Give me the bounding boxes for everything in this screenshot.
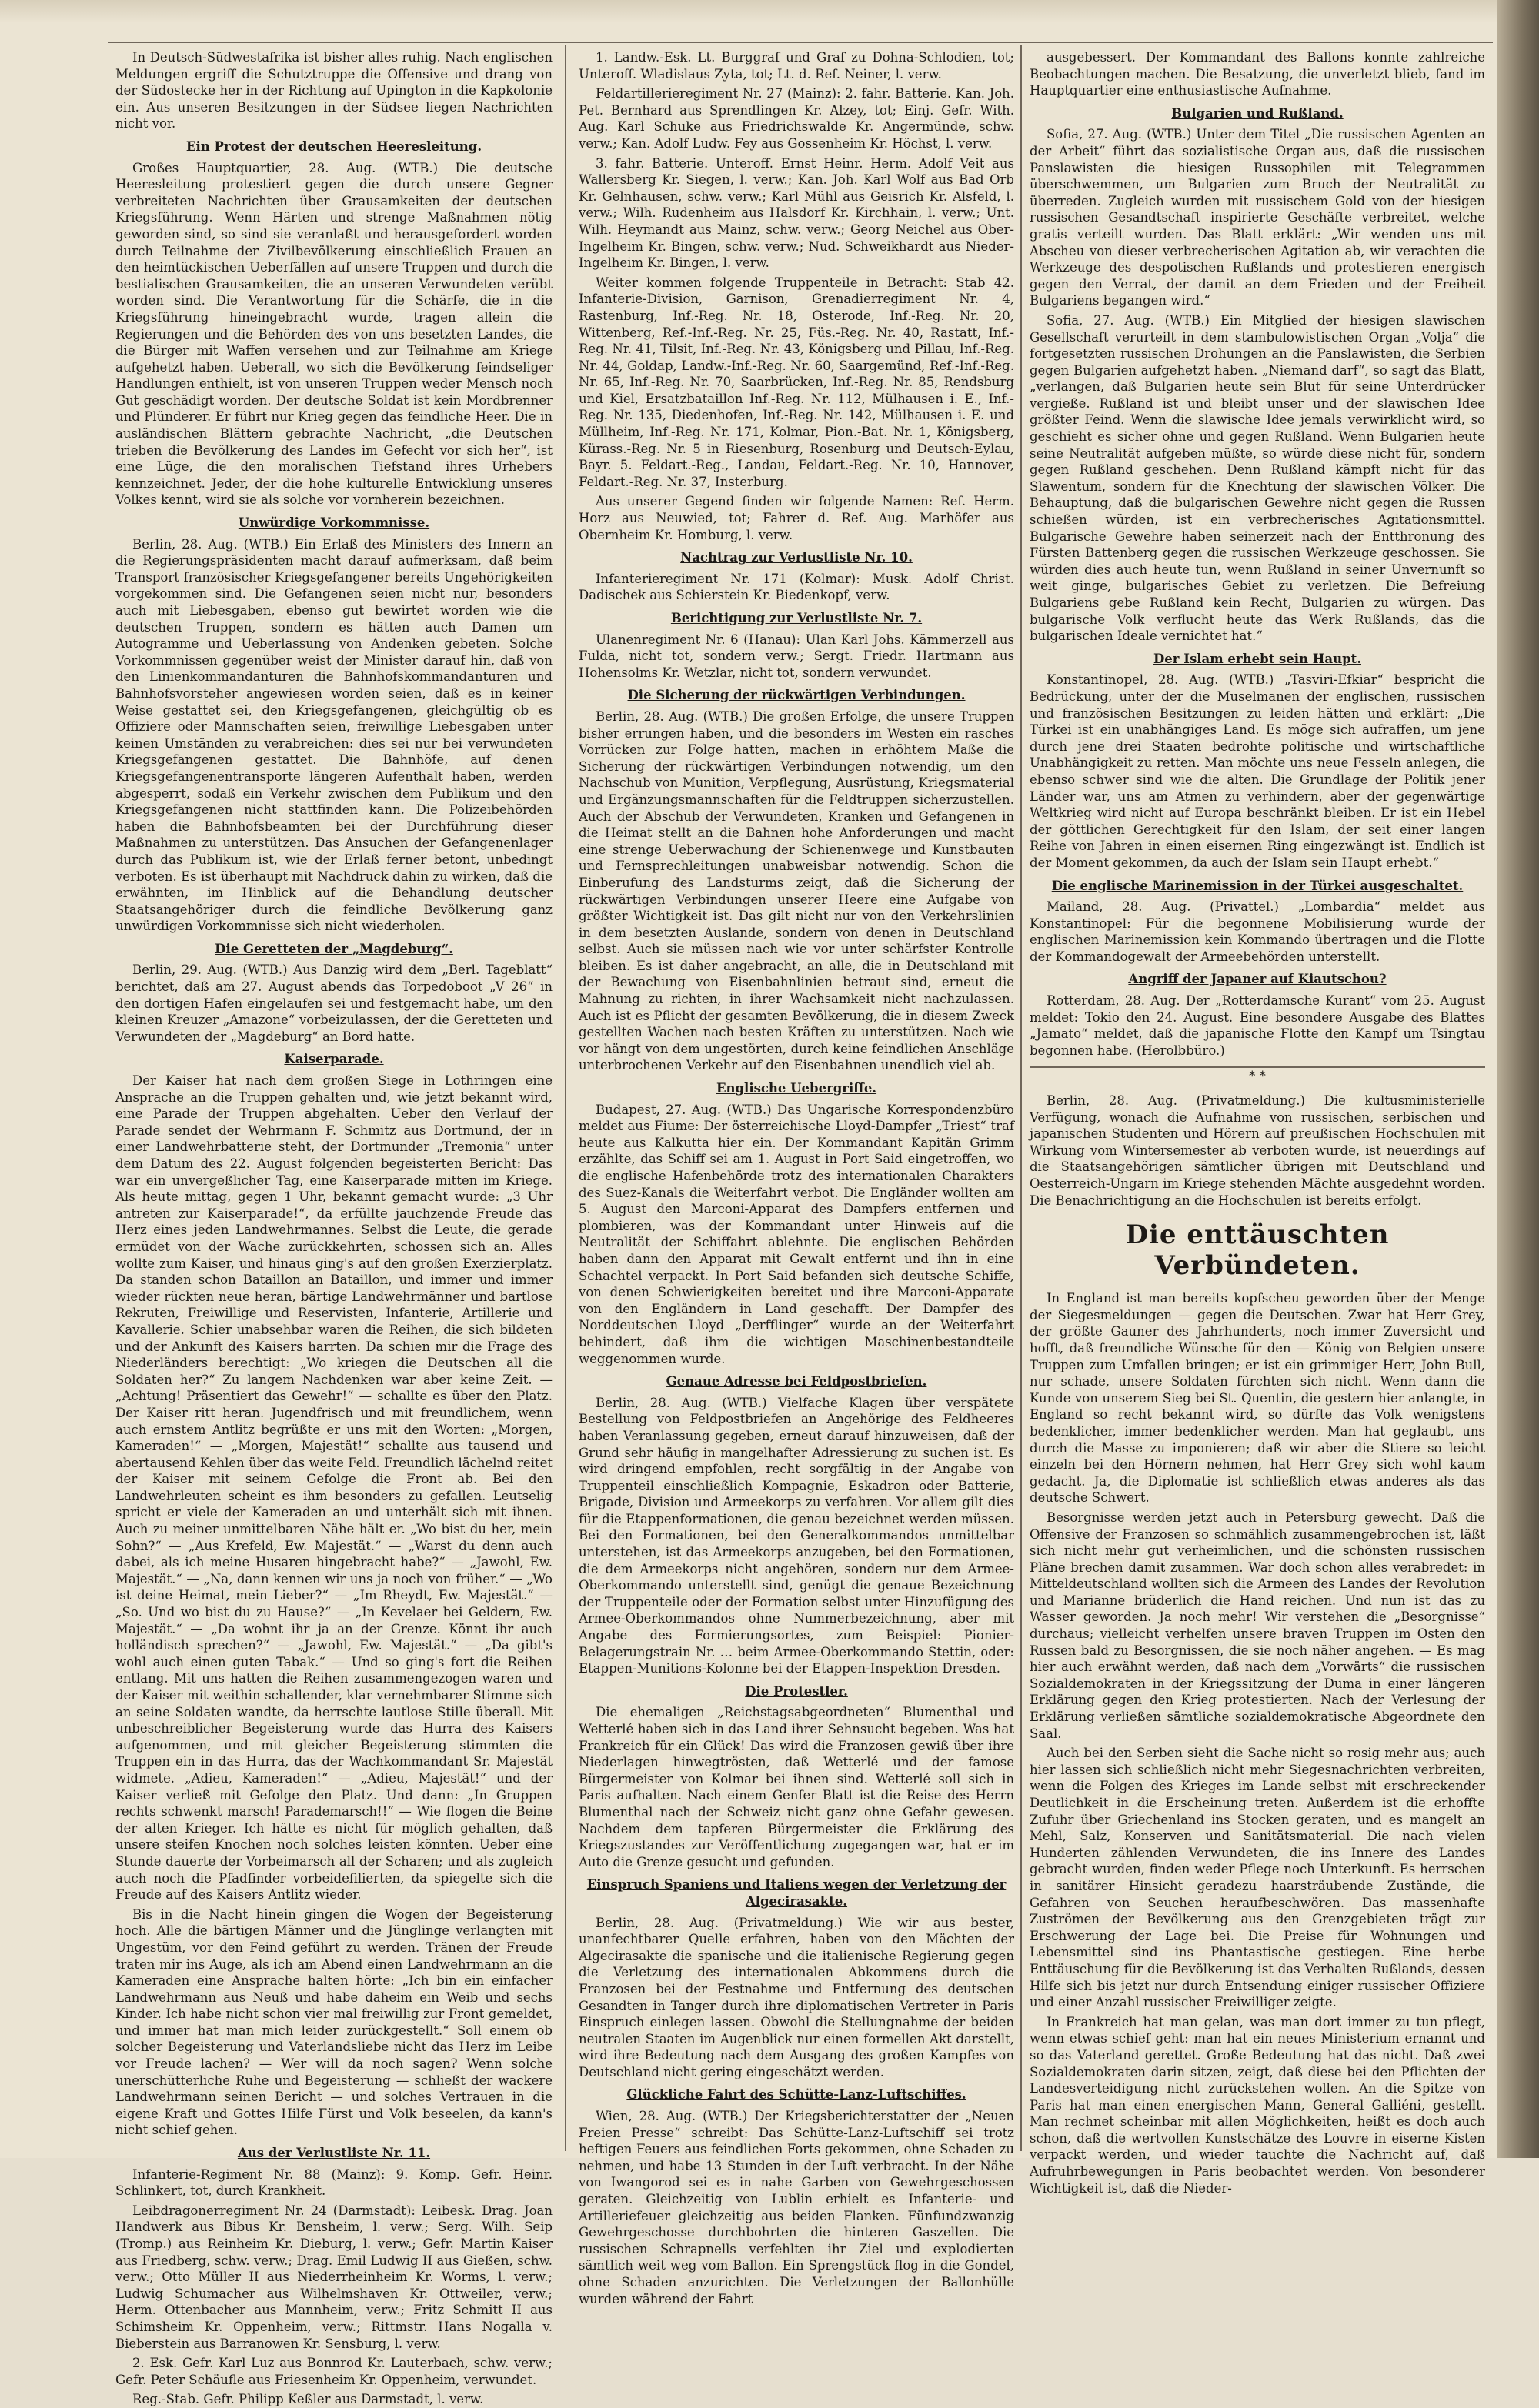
article-paragraph: In Deutsch-Südwestafrika ist bisher alles ruhig. Nach englischen Meldungen ergriff die Schutztruppe die Offensive und drang von der Südostecke her in der Richtung auf Upington in die Kapkolonie ein. Aus unseren Besitzungen in der Südsee liegen Nachrichten nicht vor.	[115, 50, 553, 132]
article-heading: Aus der Verlustliste Nr. 11.	[237, 2146, 431, 2161]
article-heading: Ein Protest der deutschen Heeresleitung.	[185, 138, 482, 154]
article-heading: Einspruch Spaniens und Italiens wegen der Verletzung der Algecirasakte.	[586, 1877, 1007, 1909]
article-paragraph: Berlin, 28. Aug. (Privatmeldung.) Die kultusministerielle Verfügung, wonach die Aufnahme von russischen, serbischen und japanischen Studenten und Hörern auf preußischen Hochschulen mit Wirkung vom Wintersemester ab verboten wurde, ist neuerdings auf die Staatsangehörigen sämtlicher übrigen mit Deutschland und Oesterreich-Ungarn im Kriege stehenden Mächte ausgedehnt worden. Die Benachrichtigung an die Hochschulen ist bereits erfolgt.	[1030, 1093, 1485, 1208]
article-paragraph: Infanterieregiment Nr. 171 (Kolmar): Musk. Adolf Christ. Dadischek aus Schierstein Kr. Biedenkopf, verw.	[579, 571, 1014, 603]
article-heading: Die Protestler.	[745, 1683, 848, 1699]
header-rule	[108, 42, 1493, 43]
article-heading: Glückliche Fahrt des Schütte-Lanz-Luftschiffes.	[626, 2087, 966, 2103]
page-top-shadow	[0, 0, 1539, 23]
article-paragraph: Berlin, 29. Aug. (WTB.) Aus Danzig wird dem „Berl. Tageblatt“ berichtet, daß am 27. August abends das Torpedoboot „V 26“ in den dortigen Hafen eingelaufen sei und festgemacht habe, um den kleinen Kreuzer „Amazone“ vorbeizulassen, der die Geretteten und Verwundeten der „Magdeburg“ an Bord hatte.	[115, 962, 553, 1044]
article-paragraph: Mailand, 28. Aug. (Privattel.) „Lombardia“ meldet aus Konstantinopel: Für die begonnene Mobilisierung wurde der englischen Marinemission kein Kommando übertragen und die Flotte der Kommandogewalt der Armeebehörden unterstellt.	[1030, 899, 1485, 964]
article-paragraph: Sofia, 27. Aug. (WTB.) Unter dem Titel „Die russischen Agenten an der Arbeit“ führt das sozialistische Organ aus, daß die russischen Panslawisten die hiesigen Russophilen mit Telegrammen überschwemmen, um Bulgarien zum Bruch der Neutralität zu überreden. Zugleich wurden mit russischem Gold von der hiesigen russischen Gesandtschaft inspirierte Geschäfte verbreitet, welche gratis verteilt wurden. Das Blatt erklärt: „Wir wenden uns mit Abscheu von dieser verbrecherischen Agitation ab, wir verachten die Werkzeuge des despotischen Rußlands und protestieren energisch gegen den Verrat, der damit an dem Frieden und der Freiheit Bulgariens begangen wird.“	[1030, 127, 1485, 309]
article-paragraph: Berlin, 28. Aug. (WTB.) Ein Erlaß des Ministers des Innern an die Regierungspräsidenten macht darauf aufmerksam, daß beim Transport französischer Kriegsgefangener bereits Ungehörigkeiten vorgekommen sind. Die Gefangenen seien nicht nur, besonders auch mit Liebesgaben, ebenso gut bewirtet worden wie die deutschen Truppen, sondern es hätten auch Damen um Autogramme und Ueberlassung von Andenken gebeten. Solche Vorkommnissen gegenüber weist der Minister darauf hin, daß von den Linienkommandanturen die Bahnhofskommandanturen und Bahnhofsvorsteher angewiesen worden seien, daß es in keiner Weise gestattet sei, den Kriegsgefangenen, gleichgültig ob es Offiziere oder Mannschaften seien, freiwillige Liebesgaben unter keinen Umständen zu verabreichen: dies sei nur bei verwundeten Kriegsgefangenen gestattet. Die Bahnhöfe, auf denen Kriegsgefangenentransporte längeren Aufenthalt haben, werden abgesperrt, sodaß ein Verkehr zwischen dem Publikum und den Kriegsgefangenen nicht stattfinden kann. Die Polizeibehörden haben die Bahnhofsbeamten bei der Durchführung dieser Maßnahmen zu unterstützen. Das Ansuchen der Gefangenenlager durch das Publikum ist, wie der Erlaß ferner betont, unbedingt verboten. Es ist überhaupt mit Nachdruck dahin zu wirken, daß die erwähnten, im Hinblick auf die Behandlung deutscher Staatsangehöriger durch die feindliche Bevölkerung ganz unwürdigen Vorkommnisse sich nicht wiederholen.	[115, 536, 553, 934]
article-heading: Kaiserparade.	[284, 1052, 384, 1067]
article-heading: Berichtigung zur Verlustliste Nr. 7.	[670, 611, 923, 625]
article-paragraph: ausgebessert. Der Kommandant des Ballons konnte zahlreiche Beobachtungen machen. Die Besatzung, die unverletzt blieb, fand im Hauptquartier eine enthusiastische Aufnahme.	[1030, 50, 1485, 98]
article-paragraph: Berlin, 28. Aug. (WTB.) Vielfache Klagen über verspätete Bestellung von Feldpostbriefen an Angehörige des Feldheeres haben Veranlassung gegeben, erneut darauf hinzuweisen, daß der Grund sehr häufig in mangelhafter Adressierung zu suchen ist. Es wird dringend empfohlen, recht sorgfältig in der Angabe von Truppenteil einschließlich Kompagnie, Eskadron oder Batterie, Brigade, Division und Armeekorps zu verfahren. Vor allem gilt dies für die Etappenformationen, die genau bezeichnet werden müssen. Bei den Formationen, bei den Generalkommandos unmittelbar unterstehen, ist das Armeekorps anzugeben, bei den Formationen, die dem Armeekorps nicht angehören, sondern nur dem Armee-Oberkommando unterstellt sind, genügt die genaue Bezeichnung der Truppenteile oder der Formation selbst unter Hinzufügung des Armee-Oberkommandos ohne Nummerbezeichnung, aber mit Angabe des Formierungsortes, zum Beispiel: Pionier-Belagerungstrain Nr. … beim Armee-Oberkommando Stettin, oder: Etappen-Munitions-Kolonne bei der Etappen-Inspektion Dresden.	[579, 1395, 1014, 1676]
article-heading: Die Geretteten der „Magdeburg“.	[215, 941, 453, 956]
article-paragraph: In England ist man bereits kopfscheu geworden über der Menge der Siegesmeldungen — gegen die Deutschen. Zwar hat Herr Grey, der größte Gauner des Jahrhunderts, noch immer Zuversicht und hofft, daß freundliche Wünsche für den — König von Belgien unsere Truppen zum Umfallen bringen; er ist ein grimmiger Herr, John Bull, nur schade, unsere Soldaten fürchten sich nicht. Wenn dann die Kunde von unserem Sieg bei St. Quentin, die gestern hier anlangte, in England so recht bekannt wird, so dürfte das Volk wenigstens bedenklicher, immer bedenklicher werden. Man hat geglaubt, uns durch die Masse zu imponieren; daß wir aber die Stiere so leicht einzeln bei den Hörnern nehmen, hat Herr Grey sich wohl kaum gedacht. Ja, die Diplomatie ist schließlich etwas anderes als das deutsche Schwert.	[1030, 1291, 1485, 1506]
column-middle	[579, 49, 1014, 2306]
article-paragraph: 3. fahr. Batterie. Unteroff. Ernst Heinr. Herm. Adolf Veit aus Wallersberg Kr. Siegen, l. verw.; Kan. Joh. Karl Wolf aus Bad Orb Kr. Gelnhausen, schw. verw.; Karl Mühl aus Geisrich Kr. Alsfeld, l. verw.; Wilh. Rudenheim aus Halsdorf Kr. Kirchhain, l. verw.; Unt. Wilh. Heymandt aus Mainz, schw. verw.; Georg Neichel aus Ober-Ingelheim Kr. Bingen, schw. verw.; Nud. Schweikhardt aus Nieder-Ingelheim Kr. Bingen, l. verw.	[579, 155, 1014, 271]
article-heading: Englische Uebergriffe.	[716, 1081, 877, 1096]
article-paragraph: Feldartillerieregiment Nr. 27 (Mainz): 2. fahr. Batterie. Kan. Joh. Pet. Bernhard aus Sprendlingen Kr. Alzey, tot; Einj. Gefr. With. Aug. Karl Schuke aus Friedrichswalde Kr. Angermünde, schw. verw.; Kan. Adolf Ludw. Fey aus Gossenheim Kr. Höchst, l. verw.	[579, 86, 1014, 151]
article-heading: Bulgarien und Rußland.	[1171, 105, 1344, 121]
column-right	[1030, 49, 1485, 2196]
article-paragraph: Rotterdam, 28. Aug. Der „Rotterdamsche Kurant“ vom 25. August meldet: Tokio den 24. August. Eine besondere Ausgabe des Blattes „Jamato“ meldet, daß die japanische Flotte den Kampf um Tsingtau begonnen habe. (Herolbbüro.)	[1030, 993, 1485, 1058]
article-paragraph: In Frankreich hat man gelan, was man dort immer zu tun pflegt, wenn etwas schief geht: man hat ein neues Ministerium ernannt und so das Vaterland gerettet. Große Bedeutung hat das nicht. Daß zwei Sozialdemokraten darin sitzen, zeigt, daß diese bei den Pflichten der Landesverteidigung nicht zurückstehen wollen. An die Spitze von Paris hat man einen energischen Mann, General Galliéni, gestellt. Man rechnet scheinbar mit allen Möglichkeiten, heißt es doch auch schon, daß die wertvollen Kunstschätze des Louvre in eiserne Kisten verpackt werden, und wieder tauchte die Nachricht auf, daß Aufruhrbewegungen in Paris beobachtet werden. Von besonderer Wichtigkeit ist, daß die Nieder-	[1030, 2014, 1485, 2196]
article-paragraph: Sofia, 27. Aug. (WTB.) Ein Mitglied der hiesigen slawischen Gesellschaft verurteilt in dem stambulowistischen Organ „Volja“ die fortgesetzten russischen Drohungen an die Panslawisten, die Serbien gegen Bulgarien aufgehetzt haben. „Niemand darf“, so sagt das Blatt, „verlangen, daß Bulgarien heute sein Blut für seine Unterdrücker vergieße. Rußland ist und bleibt unser und der slawischen Idee größter Feind. Wenn die slawische Idee jemals verwirklicht wird, so geschieht es sicher ohne und gegen Rußland. Wenn Bulgarien heute seine Neutralität aufgeben müßte, so würde diese nicht für, sondern gegen Rußland geschehen. Denn Rußland kämpft nicht für das Slawentum, sondern für die Knechtung der slawischen Völker. Die Behauptung, daß die bulgarischen Gewehre nicht gegen die Russen schießen würden, ist ein verbrecherisches Agitationsmittel. Bulgarische Gewehre haben seinerzeit nach der Entthronung des Fürsten Battenberg gegen die russischen Werkzeuge geschossen. Sie würden dies auch heute tun, wenn Rußland in seiner Unvernunft so weit ginge, bulgarisches Gebiet zu verletzen. Die Befreiung Bulgariens gebe Rußland kein Recht, Bulgarien zu würgen. Das bulgarische Volk verflucht heute das Werk Rußlands, das die bulgarischen Ideale vernichtet hat.“	[1030, 312, 1485, 644]
article-paragraph: Infanterie-Regiment Nr. 88 (Mainz): 9. Komp. Gefr. Heinr. Schlinkert, tot, durch Krankheit.	[115, 2166, 553, 2199]
column-rule-right	[1020, 45, 1022, 2151]
article-heading: Die englische Marinemission in der Türkei ausgeschaltet.	[1051, 878, 1464, 893]
column-left	[115, 49, 553, 2407]
article-paragraph: Weiter kommen folgende Truppenteile in Betracht: Stab 42. Infanterie-Division, Garnison, Grenadierregiment Nr. 4, Rastenburg, Inf.-Reg. Nr. 18, Osterode, Inf.-Reg. Nr. 20, Wittenberg, Ref.-Inf.-Reg. Nr. 25, Füs.-Reg. Nr. 40, Rastatt, Inf.-Reg. Nr. 41, Tilsit, Inf.-Reg. Nr. 43, Königsberg und Pillau, Inf.-Reg. Nr. 44, Goldap, Landw.-Inf.-Reg. Nr. 60, Saargemünd, Ref.-Inf.-Reg. Nr. 65, Inf.-Reg. Nr. 70, Saarbrücken, Inf.-Reg. Nr. 85, Rendsburg und Kiel, Ersatzbataillon Inf.-Reg. Nr. 112, Mülhausen i. E., Inf.-Reg. Nr. 135, Diedenhofen, Inf.-Reg. Nr. 142, Mülhausen i. E. und Müllheim, Inf.-Reg. Nr. 171, Kolmar, Pion.-Bat. Nr. 1, Königsberg, Kürass.-Reg. Nr. 5 in Riesenburg, Rosenburg und Deutsch-Eylau, Bayr. 5. Feldart.-Reg., Landau, Feldart.-Reg. Nr. 10, Hannover, Feldart.-Reg. Nr. 37, Insterburg.	[579, 275, 1014, 489]
article-paragraph: Berlin, 28. Aug. (Privatmeldung.) Wie wir aus bester, unanfechtbarer Quelle erfahren, haben von den Mächten der Algecirasakte die spanische und die italienische Regierung gegen die Verletzung des internationalen Abkommens durch die Franzosen bei der Festnahme und Entfernung des deutschen Gesandten in Tanger durch ihre diplomatischen Vertreter in Paris Einspruch einlegen lassen. Obwohl die Stellungnahme der beiden neutralen Staaten im Augenblick nur einen formellen Akt darstellt, wird ihre Bedeutung nach dem Ausgang des großen Kampfes von Deutschland nicht gering eingeschätzt werden.	[579, 1915, 1014, 2079]
article-paragraph: Besorgnisse werden jetzt auch in Petersburg gewecht. Daß die Offensive der Franzosen so schmählich zusammengebrochen ist, läßt sich nicht mehr gut verheimlichen, und die schönsten russischen Pläne brechen damit zusammen. War doch schon alles verabredet: in Mitteldeutschland wollten sich die Armeen des Landes der Revolution und Marianne brüderlich die Hand reichen. Und nun ist das zu Wasser geworden. Ja noch mehr! Wir verstehen die „Besorgnisse“ durchaus; vielleicht verhelfen unsere braven Truppen im Osten den Russen bald zu Besorgnissen, die sie noch näher angehen. — Es mag hier auch erwähnt werden, daß nach dem „Vorwärts“ die russischen Sozialdemokraten in der Kriegssitzung der Duma in einer längeren Erklärung gegen den Krieg protestierten. Nach der Verlesung der Erklärung verließen sämtliche sozialdemokratische Abgeordnete den Saal.	[1030, 1509, 1485, 1741]
article-heading: Die Sicherung der rückwärtigen Verbindungen.	[627, 688, 966, 703]
article-paragraph: Wien, 28. Aug. (WTB.) Der Kriegsberichterstatter der „Neuen Freien Presse“ schreibt: Das Schütte-Lanz-Luftschiff sei trotz heftigen Feuers aus feindlichen Forts gekommen, ohne Schaden zu nehmen, und habe 13 Stunden in der Luft verbracht. In der Nähe von Iwangorod sei es in nahe Garben von Gewehrgeschossen geraten. Gleichzeitig von Lublin erhielt es Infanterie- und Artilleriefeuer gleichzeitig aus beiden Flanken. Fünfundzwanzig Gewehrgeschosse durchbohrten die hinteren Gaszellen. Die russischen Schrapnells verfehlten ihr Ziel und explodierten sämtlich weit weg vom Ballon. Ein Sprengstück flog in die Gondel, ohne Schaden anzurichten. Die Verletzungen der Ballonhülle wurden während der Fahrt	[579, 2109, 1014, 2306]
article-paragraph: Budapest, 27. Aug. (WTB.) Das Ungarische Korrespondenzbüro meldet aus Fiume: Der österreichische Lloyd-Dampfer „Triest“ traf heute aus Kalkutta hier ein. Der Kommandant Kapitän Grimm erzählte, das Schiff sei am 1. August in Port Said eingetroffen, wo die englische Hafenbehörde trotz des internationalen Charakters des Suez-Kanals die Weiterfahrt verbot. Die Engländer wollten am 5. August den Marconi-Apparat des Dampfers entfernen und plombieren, was der Kommandant unter Hinweis auf die Neutralität der Schiffahrt ablehnte. Die englischen Behörden haben dann den Apparat mit Gewalt entfernt und ihn in eine Schachtel verpackt. In Port Said befanden sich deutsche Schiffe, von denen Schwierigkeiten bereitet und ihre Marconi-Apparate von den Engländern in Land geschafft. Der Dampfer des Norddeutschen Lloyd „Derfflinger“ wurde an der Weiterfahrt behindert, daß ihm die wichtigen Maschinenbestandteile weggenommen wurde.	[579, 1102, 1014, 1366]
article-paragraph: Reg.-Stab. Gefr. Philipp Keßler aus Darmstadt, l. verw.	[132, 2392, 484, 2407]
article-heading: Genaue Adresse bei Feldpostbriefen.	[666, 1374, 927, 1389]
article-paragraph: Die ehemaligen „Reichstagsabgeordneten“ Blumenthal und Wetterlé haben sich in das Land ihrer Sehnsucht begeben. Was hat Frankreich für ein Glück! Das wird die Franzosen gewiß über ihre Niederlagen hinwegtrösten, daß Wetterlé und der famose Bürgermeister von Kolmar bei ihnen sind. Wetterlé soll sich in Paris aufhalten. Nach einem Genfer Blatt ist die Reise des Herrn Blumenthal nach der Schweiz nicht ganz ohne Gefahr gewesen. Nachdem dem tapferen Bürgermeister die Erklärung des Kriegszustandes zur Veröffentlichung zugegangen war, hat er im Auto die Grenze gesucht und gefunden.	[579, 1705, 1014, 1869]
book-binding-edge	[1497, 0, 1539, 2158]
article-paragraph: Leibdragonerregiment Nr. 24 (Darmstadt): Leibesk. Drag. Joan Handwerk aus Bibus Kr. Bensheim, l. verw.; Serg. Wilh. Seip (Tromp.) aus Reinheim Kr. Dieburg, l. verw.; Gefr. Martin Kaiser aus Friedberg, schw. verw.; Drag. Emil Ludwig II aus Gießen, schw. verw.; Otto Müller II aus Niederrheinheim Kr. Worms, l. verw.; Ludwig Schumacher aus Wilhelmshaven Kr. Ottweiler, verw.; Herm. Ottenbacher aus Mannheim, verw.; Fritz Schmitt II aus Schimsheim Kr. Oppenheim, verw.; Rittmstr. Hans Nogalla v. Bieberstein aus Barranowen Kr. Sensburg, l. verw.	[115, 2203, 553, 2351]
article-heading: Der Islam erhebt sein Haupt.	[1153, 651, 1361, 666]
article-paragraph: 2. Esk. Gefr. Karl Luz aus Bonnrod Kr. Lauterbach, schw. verw.; Gefr. Peter Schäufle aus Friesenheim Kr. Oppenheim, verwundet.	[115, 2356, 553, 2387]
article-paragraph: Auch bei den Serben sieht die Sache nicht so rosig mehr aus; auch hier lassen sich schließlich nicht mehr Siegesnachrichten verbreiten, wenn die Folgen des Krieges im Lande selbst mit erschreckender Deutlichkeit in die Erscheinung treten. Außerdem ist die erhoffte Zufuhr über Griechenland ins Stocken geraten, und es mangelt an Mehl, Salz, Konserven und Sanitätsmaterial. Die nach vielen Hunderten zählenden Verwundeten, die ins Innere des Landes gebracht wurden, finden weder Pflege noch Unterkunft. Es herrschen in sanitärer Hinsicht geradezu haarsträubende Zustände, die Gefahren von Seuchen heraufbeschwören. Das massenhafte Zuströmen der Bevölkerung aus den Grenzgebieten trägt zur Erschwerung der Lage bei. Die Preise für Wohnungen und Lebensmittel sind ins Phantastische gestiegen. Eine herbe Enttäuschung für die Bevölkerung ist das Verhalten Rußlands, dessen Hilfe sich bis jetzt nur durch Entsendung einiger russischer Offiziere und einer Anzahl russischer Freiwilliger zeigte.	[1030, 1746, 1485, 2010]
article-paragraph: Konstantinopel, 28. Aug. (WTB.) „Tasviri-Efkiar“ bespricht die Bedrückung, unter der die Muselmanen der englischen, russischen und französischen Besitzungen zu leiden hätten und erklärt: „Die Türkei ist ein unabhängiges Land. Es möge sich aufraffen, um jene durch jene drei Staaten bedrohte politische und wirtschaftliche Unabhängigkeit zu retten. Man möchte uns neue Fesseln anlegen, die ebenso schwer sind wie die alten. Die Grundlage der Politik jener Länder war, uns am Atmen zu verhindern, aber der gegenwärtige Weltkrieg wird nicht auf Europa beschränkt bleiben. Er ist ein Hebel der göttlichen Gerechtigkeit für den Islam, der seit einer langen Reihe von Jahren in einen eisernen Ring eingezwängt ist. Endlich ist der Moment gekommen, da auch der Islam sein Haupt erhebt.“	[1030, 672, 1485, 870]
article-paragraph: Aus unserer Gegend finden wir folgende Namen: Ref. Herm. Horz aus Neuwied, tot; Fahrer d. Ref. Aug. Marhöfer aus Obernheim Kr. Homburg, l. verw.	[579, 494, 1014, 542]
article-paragraph: Großes Hauptquartier, 28. Aug. (WTB.) Die deutsche Heeresleitung protestiert gegen die durch unsere Gegner verbreiteten Nachrichten über Grausamkeiten der deutschen Kriegsführung. Wenn Härten und strenge Maßnahmen nötig geworden sind, so sind sie veranlaßt und herausgefordert worden durch Teilnahme der Zivilbevölkerung einschließlich Frauen an den heimtückischen Ueberfällen auf unsere Truppen und durch die bestialischen Grausamkeiten, die an unseren Verwundeten verübt worden sind. Die Verantwortung für die Schärfe, die in die Kriegsführung hineingebracht wurde, tragen allein die Regierungen und die Behörden des von uns besetzten Landes, die die Bürger mit Waffen versehen und zur Teilnahme am Kriege aufgehetzt haben. Ueberall, wo sich die Bevölkerung feindseliger Handlungen enthielt, ist von unseren Truppen weder Mensch noch Gut geschädigt worden. Der deutsche Soldat ist kein Mordbrenner und Plünderer. Er führt nur Krieg gegen das feindliche Heer. Die in ausländischen Blättern gebrachte Nachricht, „die Deutschen trieben die Bevölkerung des Landes im Gefecht vor sich her“, ist eine Lüge, die den moralischen Tiefstand ihres Urhebers kennzeichnet. Jeder, der die hohe kulturelle Entwicklung unseres Volkes kennt, wird sie als solche vor vornherein bezeichnen.	[115, 160, 553, 508]
section-separator: * *	[1030, 1066, 1485, 1085]
article-paragraph: Ulanenregiment Nr. 6 (Hanau): Ulan Karl Johs. Kämmerzell aus Fulda, nicht tot, sondern verw.; Sergt. Friedr. Hartmann aus Hohensolms Kr. Wetzlar, nicht tot, sondern verwundet.	[579, 632, 1014, 680]
article-heading: Unwürdige Vorkommnisse.	[238, 515, 430, 531]
article-paragraph: 1. Landw.-Esk. Lt. Burggraf und Graf zu Dohna-Schlodien, tot; Unteroff. Wladislaus Zyta, tot; Lt. d. Ref. Neiner, l. verw.	[579, 50, 1014, 82]
article-paragraph: Bis in die Nacht hinein gingen die Wogen der Begeisterung hoch. Alle die bärtigen Männer und die Jünglinge verlangten mit Ungestüm, vor den Feind geführt zu werden. Tränen der Freude traten mir ins Auge, als ich am Abend einen Landwehrmann an die Kameraden eine Ansprache halten hörte: „Ich bin ein einfacher Landwehrmann aus Neuß und habe daheim ein Weib und sechs Kinder. Ich habe nicht schon vier mal freiwillig zur Front gemeldet, und immer hat man mich leider zurückgestellt.“ Soll einem ob solcher Begeisterung und Vaterlandsliebe nicht das Herz im Leibe vor Freude lachen? — Wer will da noch sagen? Wenn solche unerschütterliche Ruhe und Begeisterung — schließt der wackere Landwehrmann seinen Bericht — und solches Vertrauen in die eigene Kraft und Gottes Hilfe Fürst und Volk beseelen, da kann's nicht schief gehen.	[115, 1906, 553, 2138]
column-rule-left	[565, 45, 566, 2151]
article-paragraph: Der Kaiser hat nach dem großen Siege in Lothringen eine Ansprache an die Truppen gehalten und, wie jetzt bekannt wird, eine Parade der Truppen abgehalten. Ueber den Verlauf der Parade sendet der Wehrmann F. Schmitz aus Dortmund, der in einer Landwehrbatterie steht, der Dortmunder „Tremonia“ unter dem Datum des 22. August folgenden begeisterten Bericht: Das war ein unvergeßlicher Tag, eine Kaiserparade mitten im Kriege. Als heute mittag, gegen 1 Uhr, bekannt gemacht wurde: „3 Uhr antreten zur Kaiserparade!“, da erfüllte jauchzende Freude das Herz eines jeden Landwehrmannes. Selbst die Leute, die gerade ermüdet von der Wache zurückkehrten, schossen sich an. Alles wollte zum Kaiser, und hinaus ging's auf den großen Exerzierplatz. Da standen schon Bataillon an Bataillon, und immer und immer wieder rückten neue heran, bärtige Landwehrmänner und bartlose Rekruten, Freiwillige und Reservisten, Infanterie, Artillerie und Kavallerie. Schier unabsehbar waren die Reihen, die sich bildeten und der Ankunft des Kaisers harrten. Da schien mir die Frage des Niederländers berechtigt: „Wo kriegen die Deutschen all die Soldaten her?“ Zu langem Nachdenken war aber keine Zeit. — „Achtung! Präsentiert das Gewehr!“ — schallte es über den Platz. Der Kaiser ritt heran. Jugendfrisch und mit freundlichem, wenn auch ernstem Antlitz begrüßte er uns mit den Worten: „Morgen, Kameraden!“ — „Morgen, Majestät!“ schallte aus tausend und abertausend Kehlen über das weite Feld. Freundlich lächelnd reitet der Kaiser mit seinem Gefolge die Front ab. Bei den Landwehrleuten scheint es ihm besonders zu gefallen. Leutselig spricht er viele der Kameraden an und unterhält sich mit ihnen. Auch zu meiner unmittelbaren Nähe hält er. „Wo bist du her, mein Sohn?“ — „Aus Krefeld, Ew. Majestät.“ — „Warst du denn auch dabei, als ich meine Husaren hingebracht habe?“ — „Jawohl, Ew. Majestät.“ — „Na, dann kennen wir uns ja noch von früher.“ — „Wo ist deine Heimat, mein Lieber?“ — „Im Rheydt, Ew. Majestät.“ — „So. Und wo bist du zu Hause?“ — „In Kevelaer bei Geldern, Ew. Majestät.“ — „Da wohnt ihr ja an der Grenze. Könnt ihr auch holländisch sprechen?“ — „Jawohl, Ew. Majestät.“ — „Da gibt's wohl auch einen guten Tabak.“ — Und so ging's fort die Reihen entlang. Mit uns hatten die Reihen zusammengezogen waren und der Kaiser mit weithin schallender, klar vernehmbarer Stimme sich an seine Soldaten wandte, da herrschte lautlose Stille überall. Mit unbeschreiblicher Begeisterung wurde das Hurra des Kaisers aufgenommen, und mit gleicher Begeisterung stimmten die Truppen ein in das Hurra, das der Wachkommandant Sr. Majestät widmete. „Adieu, Kameraden!“ — „Adieu, Majestät!“ und der Kaiser verließ mit Gefolge den Platz. Und dann: „In Gruppen rechts schwenkt marsch! Parademarsch!!“ — Wie flogen die Beine der alten Krieger. Ich hätte es nicht für möglich gehalten, daß unsere steifen Knochen noch solches leisten könnten. Ueber eine Stunde dauerte der Vorbeimarsch all der Scharen; und als zugleich auch noch die Pfadfinder vorbeidefilierten, da spiegelte sich die Freude auf des Kaisers Antlitz wieder.	[115, 1073, 553, 1903]
article-heading: Nachtrag zur Verlustliste Nr. 10.	[680, 550, 913, 565]
article-paragraph: Berlin, 28. Aug. (WTB.) Die großen Erfolge, die unsere Truppen bisher errungen haben, und die besonders im Westen ein rasches Vorrücken zur Folge hatten, machen in erhöhtem Maße die Sicherung der rückwärtigen Verbindungen notwendig, um den Nachschub von Munition, Verpflegung, Ausrüstung, Kriegsmaterial und Ergänzungsmannschaften für die Feldtruppen sicherzustellen. Auch der Abschub der Verwundeten, Kranken und Gefangenen in die Heimat stellt an die Bahnen hohe Anforderungen und macht eine strenge Ueberwachung der Schienenwege und Kunstbauten und Fernsprechleitungen unabweisbar notwendig. Schon die Einberufung des Landsturms zeigt, daß die Sicherung der rückwärtigen Verbindungen unserer Heere eine Aufgabe von größter Wichtigkeit ist. Das gilt nicht nur von den Verkehrslinien in dem besetzten Auslande, sondern von denen in Deutschland selbst. Auch sie müssen nach wie vor unter schärfster Kontrolle bleiben. Es ist daher angebracht, an alle, die in Deutschland mit der Bewachung von Eisenbahnlinien betraut sind, erneut die Mahnung zu richten, in ihrer Wachsamkeit nicht nachzulassen. Auch ist es Pflicht der gesamten Bevölkerung, die in diesem Zweck gestellten Wachen nach besten Kräften zu unterstützen. Nach wie vor hängt von dem ungestörten, durch keine feindlichen Anschläge unterbrochenen Verkehr auf den Eisenbahnen unendlich viel ab.	[579, 709, 1014, 1073]
article-heading: Angriff der Japaner auf Kiautschou?	[1128, 972, 1387, 987]
lead-article-headline: Die enttäuschten Verbündeten.	[1125, 1219, 1390, 1282]
